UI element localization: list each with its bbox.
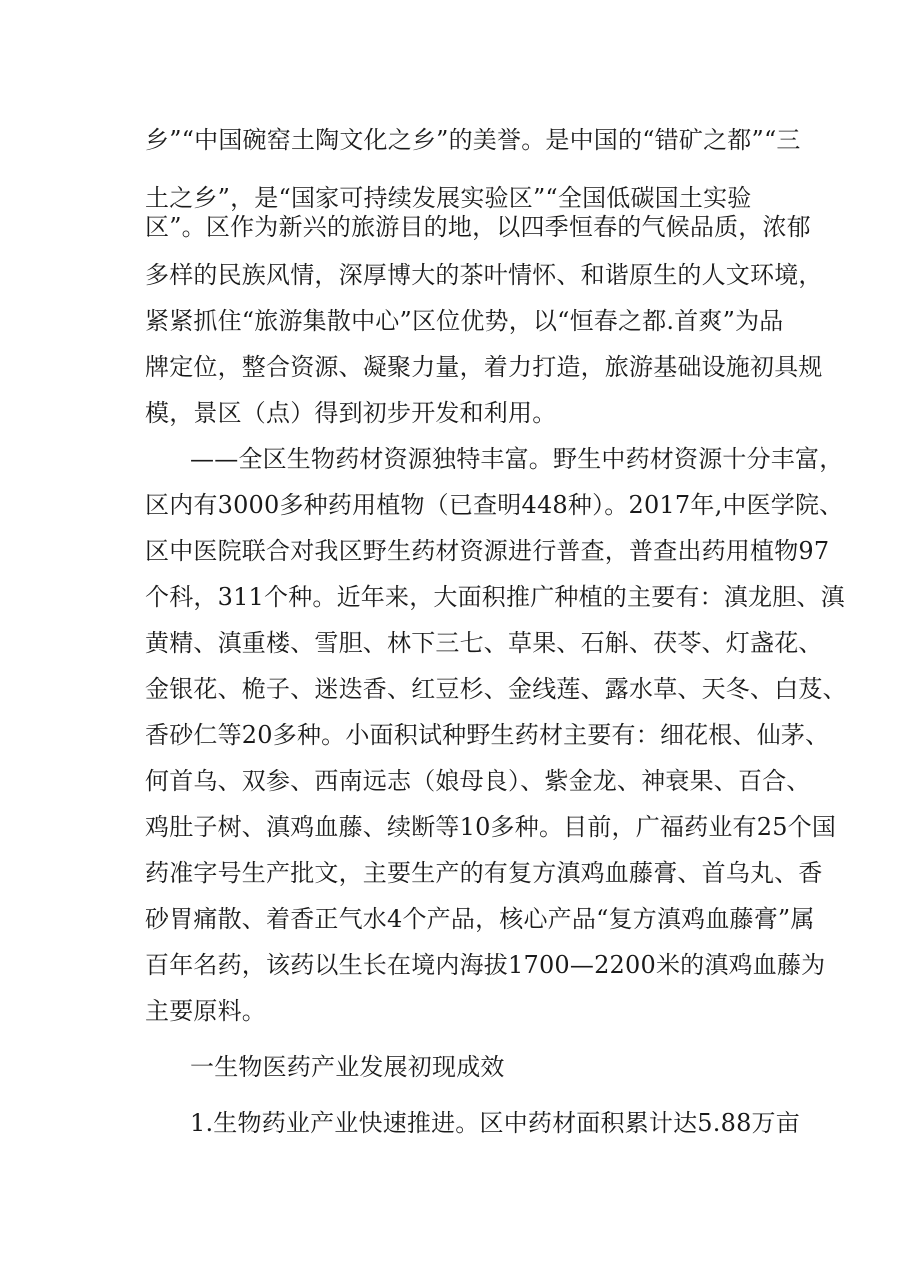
paragraph-line: 鸡肚子树、滇鸡血藤、续断等10多种。目前，广福药业有25个国 [145,813,837,841]
paragraph-line: 百年名药，该药以生长在境内海拔1700—2200米的滇鸡血藤为 [145,951,826,979]
paragraph-line: 多样的民族风情，深厚博大的茶叶情怀、和谐原生的人文环境， [145,261,823,289]
paragraph-line: 区中医院联合对我区野生药材资源进行普查，普查出药用植物97 [145,537,830,565]
paragraph-line: 主要原料。 [145,997,266,1025]
paragraph-line: 模，景区（点）得到初步开发和利用。 [145,399,557,427]
paragraph-line: 黄精、滇重楼、雪胆、林下三七、草果、石斛、茯苓、灯盏花、 [145,629,823,657]
paragraph-line: 土之乡”，是“国家可持续发展实验区”“全国低碳国土实验 [145,184,752,212]
paragraph-line: 区”。区作为新兴的旅游目的地，以四季恒春的气候品质，浓郁 [145,213,811,241]
paragraph-line: 香砂仁等20多种。小面积试种野生药材主要有：细花根、仙茅、 [145,721,830,749]
paragraph-line: 乡”“中国碗窑土陶文化之乡”的美誉。是中国的“错矿之都”“三 [145,126,801,154]
paragraph-line: 金银花、桅子、迷迭香、红豆杉、金线莲、露水草、天冬、白芨、 [145,675,847,703]
paragraph-line: 砂胃痛散、着香正气水4个产品，核心产品“复方滇鸡血藤膏”属 [145,905,815,933]
paragraph-line: 个科，311个种。近年来，大面积推广种植的主要有：滇龙胆、滇 [145,583,845,611]
paragraph-line: 区内有3000多种药用植物（已查明448种）。2017年,中医学院、 [145,491,844,519]
paragraph-line: 药准字号生产批文，主要生产的有复方滇鸡血藤膏、首乌丸、香 [145,859,823,887]
paragraph-line: 1.生物药业产业快速推进。区中药材面积累计达5.88万亩 [190,1109,800,1137]
paragraph-line: 牌定位，整合资源、凝聚力量，着力打造，旅游基础设施初具规 [145,353,823,381]
paragraph-line: 紧紧抓住“旅游集散中心”区位优势，以“恒春之都.首爽”为品 [145,307,784,335]
paragraph-line: 何首乌、双参、西南远志（娘母良）、紫金龙、神衰果、百合、 [145,767,811,795]
section-heading: 一生物医药产业发展初现成效 [190,1053,505,1081]
paragraph-line: ——全区生物药材资源独特丰富。野生中药材资源十分丰富， [190,445,844,473]
